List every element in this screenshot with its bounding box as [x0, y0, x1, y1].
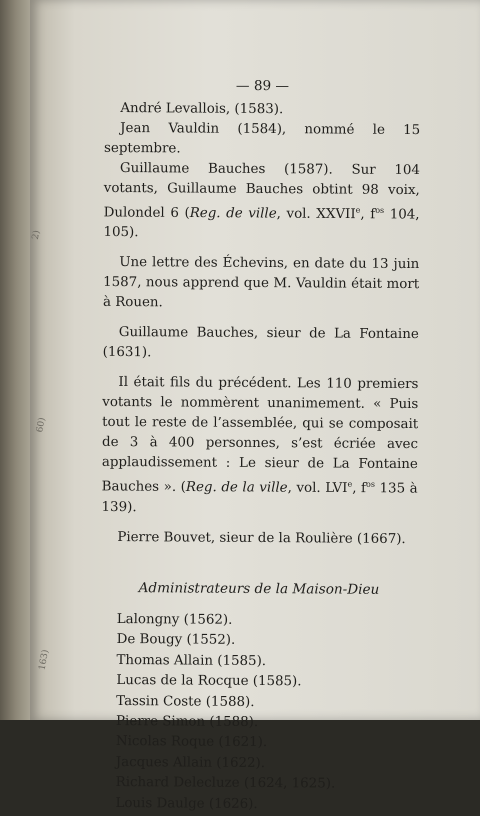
entry-levallois: André Levallois, (1583).	[120, 101, 284, 118]
list-item: Tassin Coste (1588).	[116, 693, 255, 710]
entry-bouvet: Pierre Bouvet, sieur de la Roulière (1667).	[117, 529, 406, 547]
list-item: Jacques Allain (1622).	[115, 754, 266, 771]
list-item: Richard Delecluze (1624, 1625).	[115, 775, 336, 792]
paragraph-fils: Il était fils du précédent. Les 110 premiers votants le nommèrent unanimement. « Puis tout le reste de l’assemblée, qui se composait de 3 à 400 personnes, s’est écriée avec applaudissement : Le sieur de La Fontaine Bauches ». (Reg. de la ville, vol. LVIe, $f^{os}$ 135 à 139).	[101, 375, 419, 516]
list-item: Nicolas Roque (1621).	[115, 734, 268, 751]
entry-bauches-1587: Guillaume Bauches (1587). Sur 104 votants, Guillaume Bauches obtint 98 voix, Dulondel 6 (Reg. de ville, vol. XXVIIe, $f^{os}$ 104, 105).	[103, 161, 420, 241]
entry-fontaine: Guillaume Bauches, sieur de La Fontaine (1631).	[102, 325, 419, 361]
list-item: Louis Daulge (1626).	[115, 795, 258, 812]
entry-vauldin: Jean Vauldin (1584), nommé le 15 septembre.	[104, 121, 421, 157]
list-item: Lucas de la Rocque (1585).	[116, 673, 302, 690]
margin-mark: 163)	[37, 648, 52, 672]
book-page	[30, 0, 480, 812]
list-item: De Bougy (1552).	[116, 632, 236, 649]
list-item: Lalongny (1562).	[116, 611, 233, 628]
list-item: Thomas Allain (1585).	[116, 652, 267, 669]
margin-mark: 2)	[30, 229, 43, 241]
page-number: — 89 —	[235, 77, 290, 95]
paragraph-echevins: Une lettre des Échevins, en date du 13 juin 1587, nous apprend que M. Vauldin était mort à Rouen.	[102, 255, 420, 311]
list-item: Pierre Simon (1588).	[116, 713, 259, 730]
administrators-list	[99, 610, 416, 816]
section-title: Administrateurs de la Maison-Dieu	[138, 580, 380, 598]
margin-mark: 60)	[35, 416, 48, 434]
page-text	[99, 75, 420, 816]
